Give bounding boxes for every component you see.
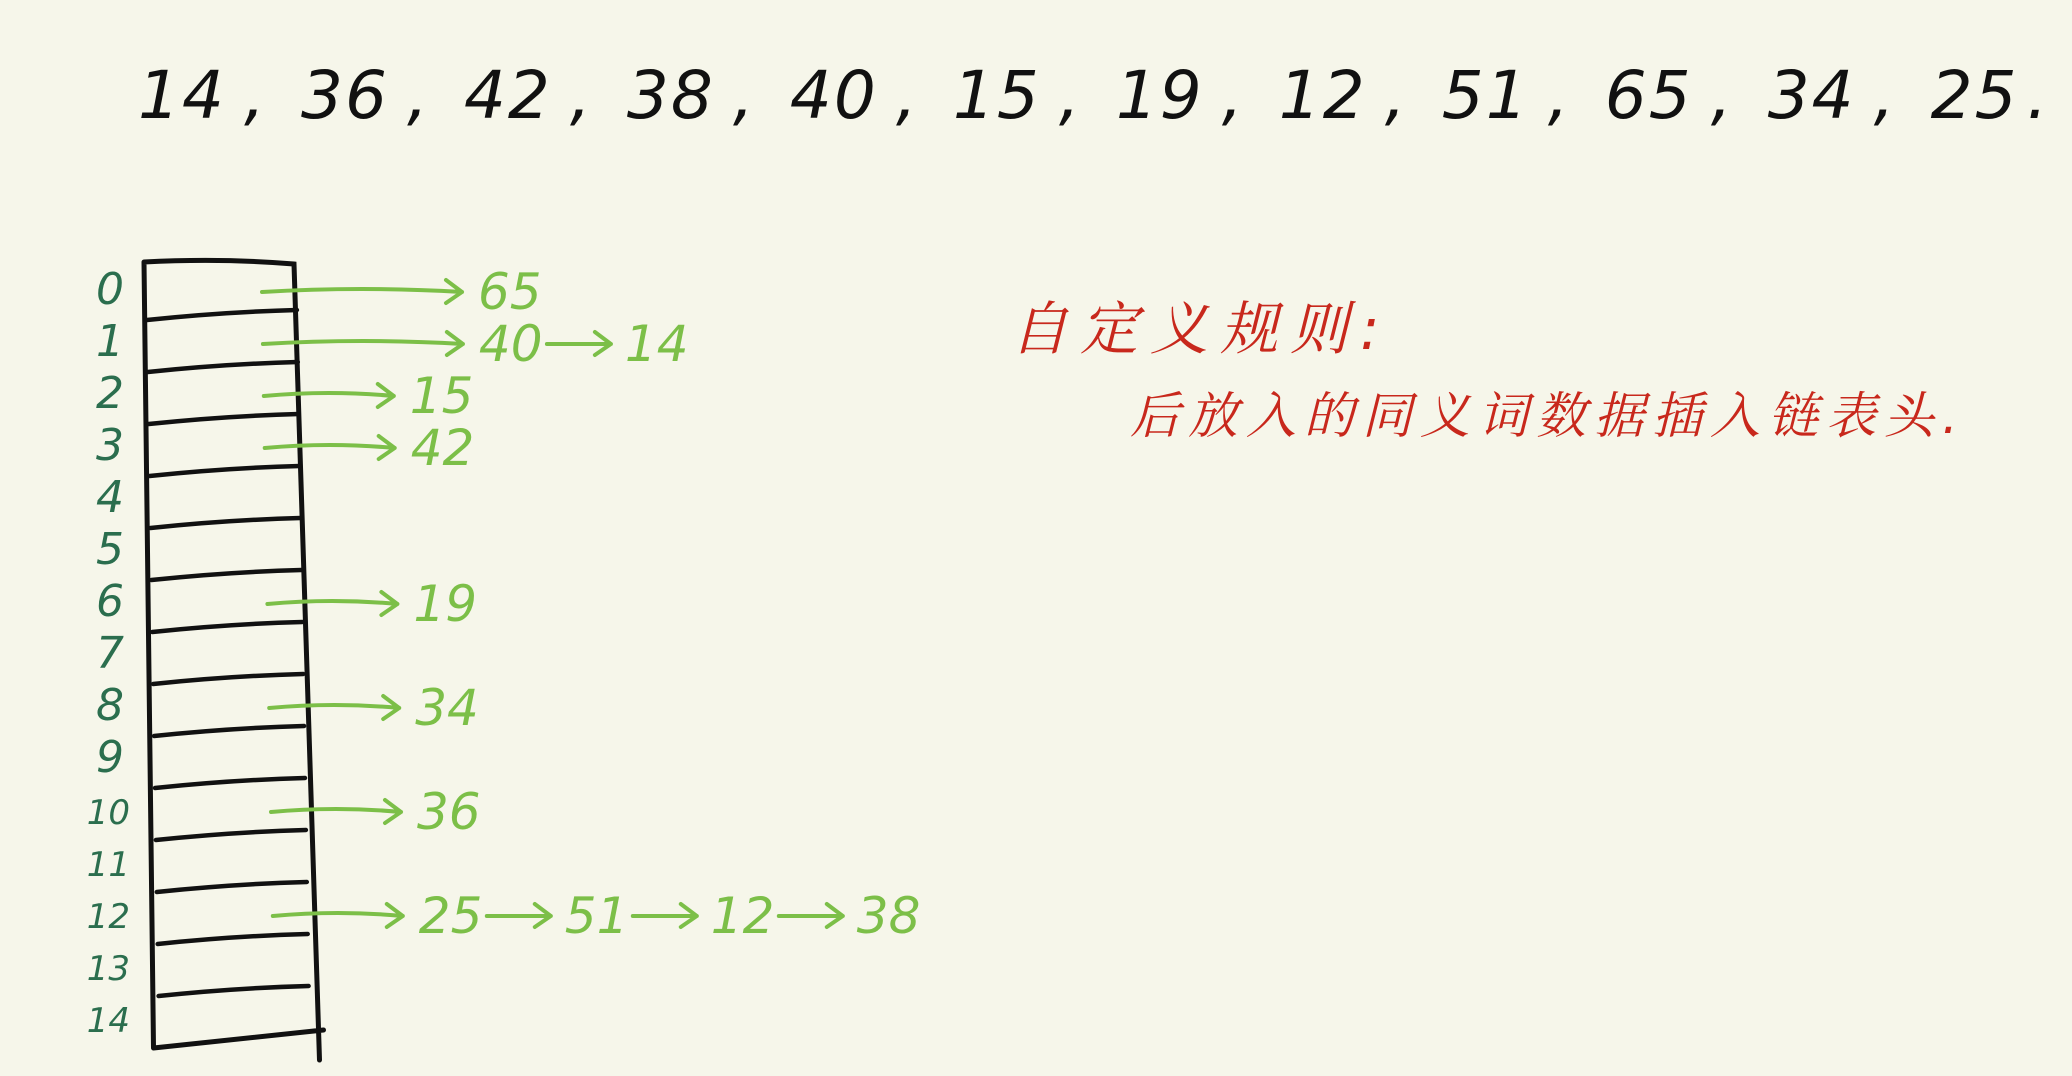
slot-divider xyxy=(150,466,300,476)
chain-node: 42 xyxy=(410,419,475,477)
slot-index: 13 xyxy=(86,949,130,989)
slot-divider xyxy=(157,882,307,892)
sequence-number: 42 xyxy=(463,56,552,134)
slot-index: 4 xyxy=(96,472,124,523)
slot-index: 8 xyxy=(96,680,124,731)
chain-node: 40 xyxy=(478,315,543,373)
chain-node: 19 xyxy=(413,575,478,633)
pointer-arrow xyxy=(262,280,462,303)
chains xyxy=(262,263,920,945)
chain-node: 15 xyxy=(409,367,474,425)
slot-index: 5 xyxy=(96,524,124,575)
slot-divider xyxy=(153,674,303,684)
sequence-number: 65 xyxy=(1604,56,1693,134)
sequence-number: 34 xyxy=(1767,56,1856,134)
chain-node: 34 xyxy=(415,679,479,737)
sequence-number: 14 xyxy=(138,56,226,134)
sequence-separator: , xyxy=(243,56,267,134)
slot-divider xyxy=(147,310,297,320)
pointer-arrow xyxy=(264,384,394,407)
sequence-separator: , xyxy=(732,56,756,134)
next-arrow xyxy=(487,904,551,927)
slot-index: 12 xyxy=(86,897,130,937)
slot-index: 11 xyxy=(86,845,130,885)
slot-index: 6 xyxy=(96,576,124,627)
slot-divider xyxy=(151,570,301,580)
chain-node: 14 xyxy=(624,315,689,373)
chain-node: 25 xyxy=(418,887,483,945)
slot-index: 10 xyxy=(86,793,130,833)
sequence-number: 25 xyxy=(1930,56,2019,134)
chain-slot-1 xyxy=(263,315,689,373)
sequence-separator: , xyxy=(1710,56,1734,134)
chain-node: 12 xyxy=(710,887,775,945)
sequence-separator: , xyxy=(1384,56,1408,134)
pointer-arrow xyxy=(265,436,395,459)
chain-slot-0 xyxy=(262,263,542,321)
pointer-arrow xyxy=(271,800,401,823)
next-arrow xyxy=(779,904,843,927)
sequence-separator: , xyxy=(1058,56,1082,134)
sequence-separator: , xyxy=(406,56,430,134)
slot-divider xyxy=(148,362,298,372)
sequence-separator: , xyxy=(1873,56,1897,134)
slot-divider xyxy=(149,414,299,424)
slot-divider xyxy=(159,986,309,996)
chain-node: 38 xyxy=(856,887,921,945)
sequence-number: 15 xyxy=(952,56,1041,134)
array-outline xyxy=(144,260,324,1060)
chain-node: 51 xyxy=(564,887,629,945)
slot-index: 3 xyxy=(96,420,124,471)
sequence-number: 51 xyxy=(1441,56,1530,134)
pointer-arrow xyxy=(267,592,397,615)
pointer-arrow xyxy=(263,332,463,355)
next-arrow xyxy=(633,904,697,927)
slot-divider xyxy=(156,830,306,840)
slot-index: 14 xyxy=(86,1001,130,1041)
next-arrow xyxy=(547,332,611,355)
chain-node: 65 xyxy=(478,263,542,321)
sequence-number: 19 xyxy=(1115,56,1204,134)
rule-text: 后放入的同义词数据插入链表头. xyxy=(1130,387,1966,445)
chain-node: 36 xyxy=(417,783,481,841)
hash-table-array xyxy=(144,260,324,1060)
sequence-number: 40 xyxy=(789,56,878,134)
sequence-separator: , xyxy=(895,56,919,134)
rule-title: 自定义规则: xyxy=(1010,295,1392,363)
slot-divider xyxy=(154,726,304,736)
slot-index: 7 xyxy=(96,628,124,679)
sequence-separator: , xyxy=(569,56,593,134)
sequence-separator: , xyxy=(1221,56,1245,134)
sequence-separator: , xyxy=(1547,56,1571,134)
slot-divider xyxy=(158,934,308,944)
index-labels xyxy=(87,264,130,1041)
slot-index: 1 xyxy=(96,316,124,367)
slot-index: 2 xyxy=(96,368,124,419)
sequence-terminator: . xyxy=(2026,56,2050,134)
slot-divider xyxy=(151,518,301,528)
chain-slot-12 xyxy=(273,887,921,945)
pointer-arrow xyxy=(269,696,399,719)
slot-divider xyxy=(152,622,302,632)
pointer-arrow xyxy=(273,904,403,927)
slot-divider xyxy=(155,778,305,788)
slot-index: 9 xyxy=(96,732,124,783)
slot-index: 0 xyxy=(96,264,124,315)
sequence-number: 12 xyxy=(1278,56,1367,134)
sequence-number: 36 xyxy=(300,56,389,134)
sequence-number: 38 xyxy=(626,56,715,134)
